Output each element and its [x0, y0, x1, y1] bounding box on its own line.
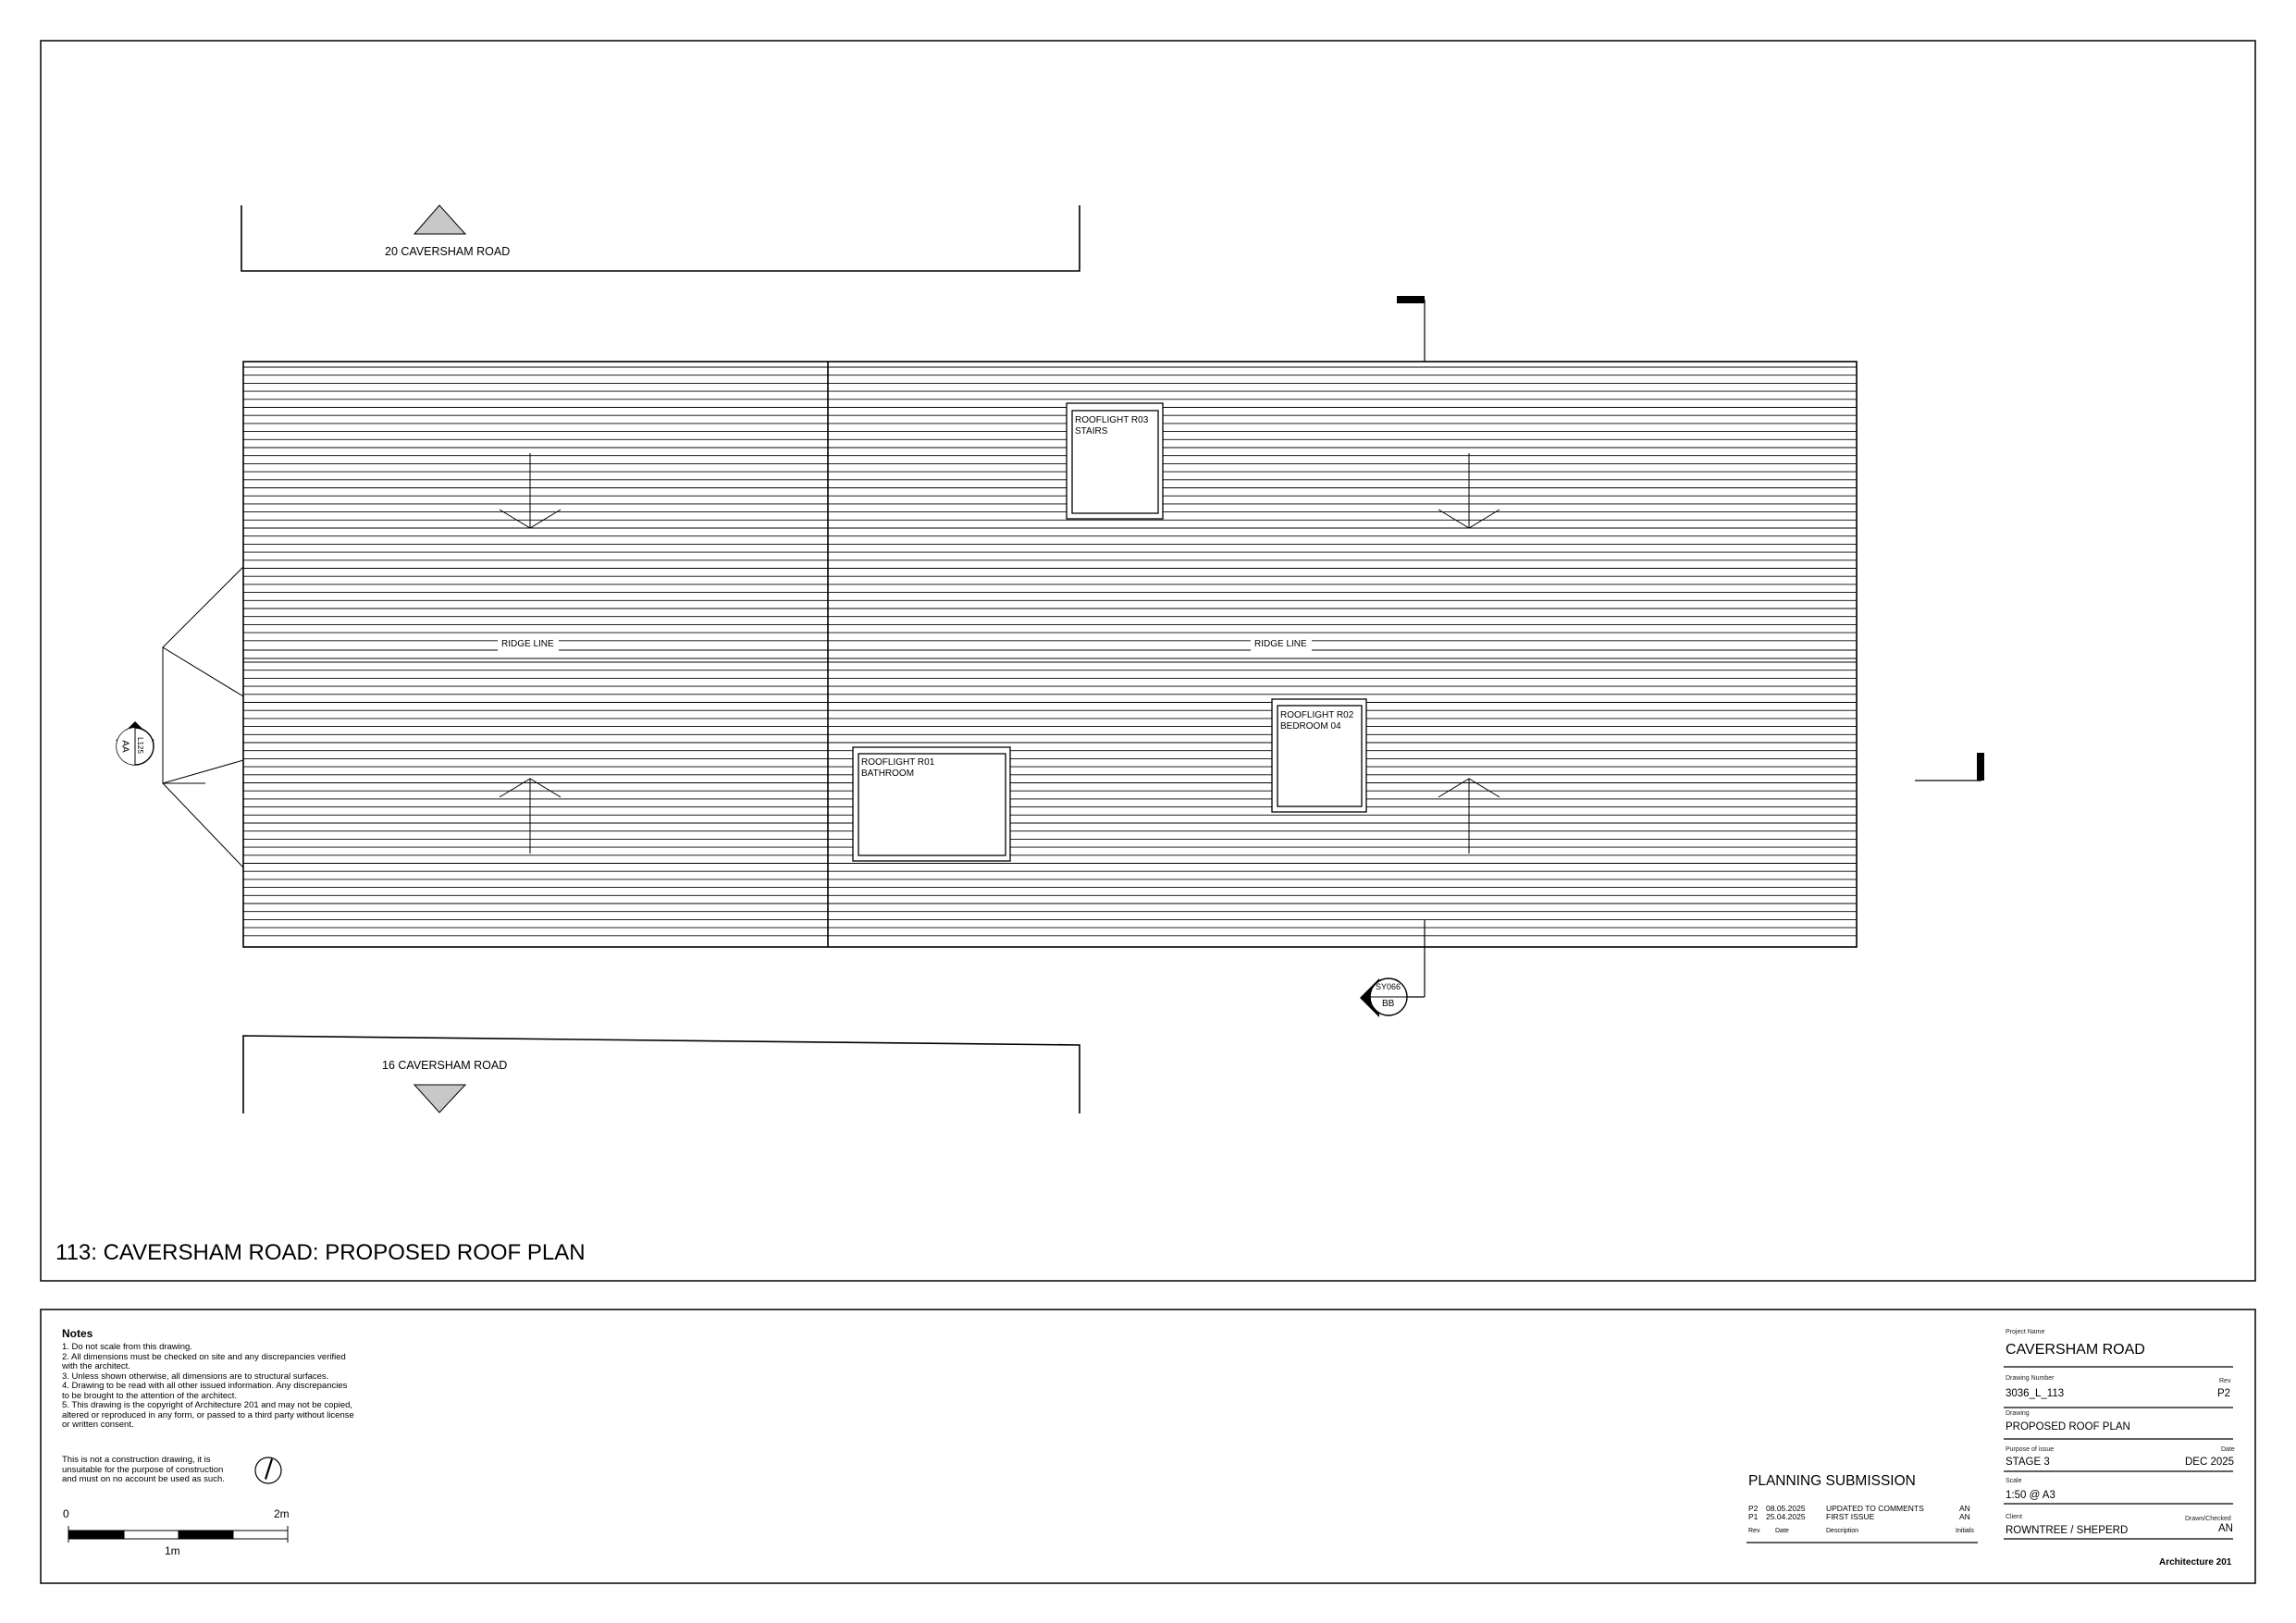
note-line: or written consent. [62, 1420, 134, 1430]
firm-name: Architecture 201 [2159, 1557, 2232, 1568]
section-bb-sheet: BB [1382, 999, 1395, 1009]
warning-line: This is not a construction drawing, it is [62, 1455, 211, 1465]
section-aa-ref: AA [119, 740, 130, 753]
rev-header-rev: Rev [1748, 1528, 1760, 1534]
client-label: Client [2006, 1514, 2022, 1520]
north-triangle-top [414, 205, 465, 234]
rooflight-r03-name: ROOFLIGHT R03 [1075, 415, 1149, 425]
drawn-checked-label: Drawn/Checked [2185, 1516, 2231, 1522]
date-label: Date [2221, 1446, 2235, 1453]
scale-value: 1:50 @ A3 [2006, 1490, 2055, 1501]
drawing-number: 3036_L_113 [2006, 1388, 2065, 1399]
gable-lines [163, 567, 243, 867]
note-line: altered or reproduced in any form, or passed to a third party without license [62, 1409, 354, 1420]
project-name-label: Project Name [2006, 1329, 2045, 1335]
rev-row-initials: AN [1959, 1504, 1970, 1513]
warning-line: and must on no account be used as such. [62, 1474, 225, 1484]
section-marks [1397, 296, 1984, 997]
note-line: 5. This drawing is the copyright of Architecture 201 and may not be copied, [62, 1400, 353, 1410]
rev-row-date: 25.04.2025 [1766, 1512, 1806, 1521]
scale-label: Scale [2006, 1478, 2022, 1484]
section-aa-sheet: L125 [135, 737, 144, 754]
note-line: 1. Do not scale from this drawing. [62, 1342, 192, 1352]
rev-header-description: Description [1826, 1528, 1859, 1534]
warning-line: unsuitable for the purpose of construction [62, 1464, 224, 1475]
rev-row-rev: P1 [1748, 1512, 1759, 1521]
north-point-symbol [255, 1457, 281, 1483]
section-bb-ref: SY066 [1376, 982, 1401, 991]
neighbour-outline-bottom [243, 1036, 1080, 1113]
note-line: 3. Unless shown otherwise, all dimensions are to structural surfaces. [62, 1371, 329, 1382]
notes-heading: Notes [62, 1327, 93, 1340]
note-line: 2. All dimensions must be checked on site and any discrepancies verified [62, 1351, 346, 1362]
neighbour-label-bottom: 16 CAVERSHAM ROAD [382, 1059, 508, 1072]
note-line: 4. Drawing to be read with all other issued information. Any discrepancies [62, 1381, 348, 1391]
drawing-frame [41, 41, 2255, 1281]
client: ROWNTREE / SHEPERD [2006, 1525, 2129, 1536]
rooflight-r02-room: BEDROOM 04 [1280, 721, 1341, 732]
project-name: CAVERSHAM ROAD [2006, 1342, 2145, 1358]
notes-list [62, 1343, 354, 1431]
drawing-title: 113: CAVERSHAM ROAD: PROPOSED ROOF PLAN [56, 1240, 586, 1265]
scale-bar-end: 2m [274, 1507, 290, 1520]
construction-warning [62, 1456, 225, 1485]
rev-row-initials: AN [1959, 1512, 1970, 1521]
purpose-label: Purpose of issue [2006, 1446, 2055, 1453]
rooflight-r01-name: ROOFLIGHT R01 [861, 757, 935, 768]
rev-row-description: FIRST ISSUE [1826, 1512, 1875, 1521]
rev-header-date: Date [1775, 1528, 1789, 1534]
drawn-by: AN [2218, 1523, 2233, 1534]
purpose: STAGE 3 [2006, 1457, 2050, 1468]
drawing-name-label: Drawing [2006, 1410, 2030, 1417]
drawing-name: PROPOSED ROOF PLAN [2006, 1421, 2130, 1432]
ridge-label-right: RIDGE LINE [1254, 639, 1307, 649]
rooflight-r03-room: STAIRS [1075, 426, 1108, 436]
rev-label: Rev [2219, 1378, 2231, 1384]
neighbour-label-top: 20 CAVERSHAM ROAD [385, 245, 511, 258]
rev-row-description: UPDATED TO COMMENTS [1826, 1504, 1924, 1513]
issue-status: PLANNING SUBMISSION [1748, 1473, 1916, 1489]
rev-row-date: 08.05.2025 [1766, 1504, 1806, 1513]
rev-row-rev: P2 [1748, 1504, 1759, 1513]
roof-tile-lines [243, 367, 1857, 936]
north-triangle-bottom [414, 1085, 465, 1113]
neighbour-outline-top [241, 205, 1080, 271]
scale-bar-mid: 1m [165, 1544, 180, 1557]
ridge-label-left: RIDGE LINE [501, 639, 554, 649]
rev-header-initials: Initials [1956, 1528, 1974, 1534]
rooflight-r02-name: ROOFLIGHT R02 [1280, 710, 1354, 720]
rooflight-r01-room: BATHROOM [861, 768, 915, 779]
drawing-number-label: Drawing Number [2006, 1375, 2055, 1382]
revision: P2 [2217, 1388, 2231, 1399]
issue-date: DEC 2025 [2185, 1457, 2235, 1468]
scale-bar-start: 0 [63, 1507, 69, 1520]
note-line: to be brought to the attention of the architect. [62, 1390, 238, 1401]
scale-bar [68, 1526, 288, 1543]
note-line: with the architect. [62, 1361, 130, 1371]
roof-outline [243, 362, 1857, 947]
